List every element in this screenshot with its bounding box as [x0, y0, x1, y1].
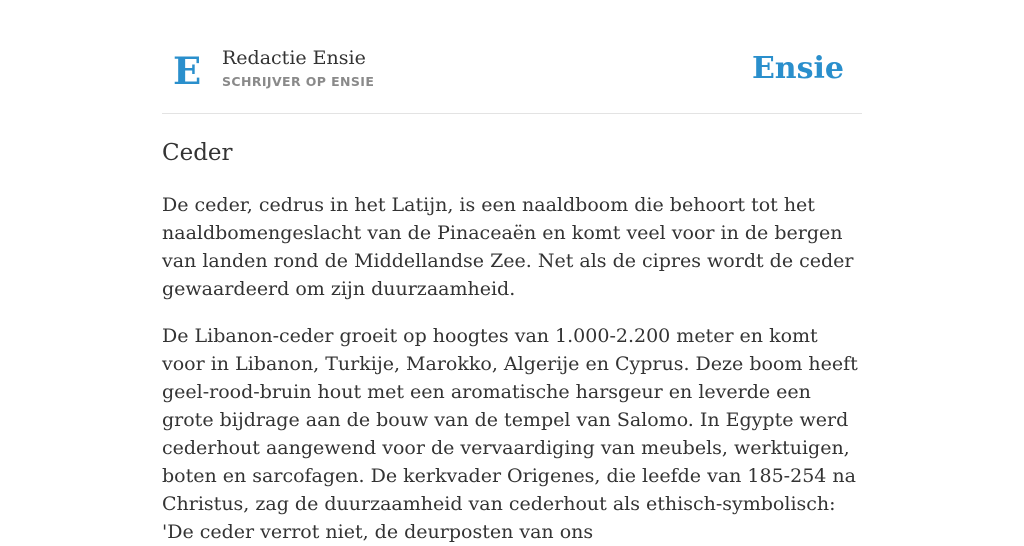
author-header — [162, 0, 862, 114]
ensie-logo[interactable]: Ensie — [751, 51, 844, 86]
avatar[interactable]: E — [173, 49, 202, 93]
author-name[interactable]: Redactie Ensie — [222, 47, 366, 69]
article-body — [162, 191, 862, 546]
paragraph: De Libanon-ceder groeit op hoogtes van 1.000-2.200 meter en komt voor in Libanon, Turkije, Marokko, Algerije en Cyprus. Deze boom heeft geel-rood-bruin hout met een aromatische harsgeur en leverde een grote bijdrage aan de bouw van de tempel van Salomo. In Egypte werd cederhout aangewend voor de vervaardiging van meubels, werktuigen, boten en sarcofagen. De kerkvader Origenes, die leefde van 185-254 na Christus, zag de duurzaamheid van cederhout als ethisch-symbolisch: 'De ceder verrot niet, de deurposten van ons — [162, 325, 858, 543]
page-title: Ceder — [162, 140, 233, 166]
author-role: SCHRIJVER OP ENSIE — [222, 74, 375, 89]
paragraph: De ceder, cedrus in het Latijn, is een naaldboom die behoort tot het naaldbomengeslacht van de Pinaceaën en komt veel voor in de bergen van landen rond de Middellandse Zee. Net als de cipres wordt de ceder gewaardeerd om zijn duurzaamheid. — [162, 194, 854, 300]
article-container — [162, 0, 862, 546]
